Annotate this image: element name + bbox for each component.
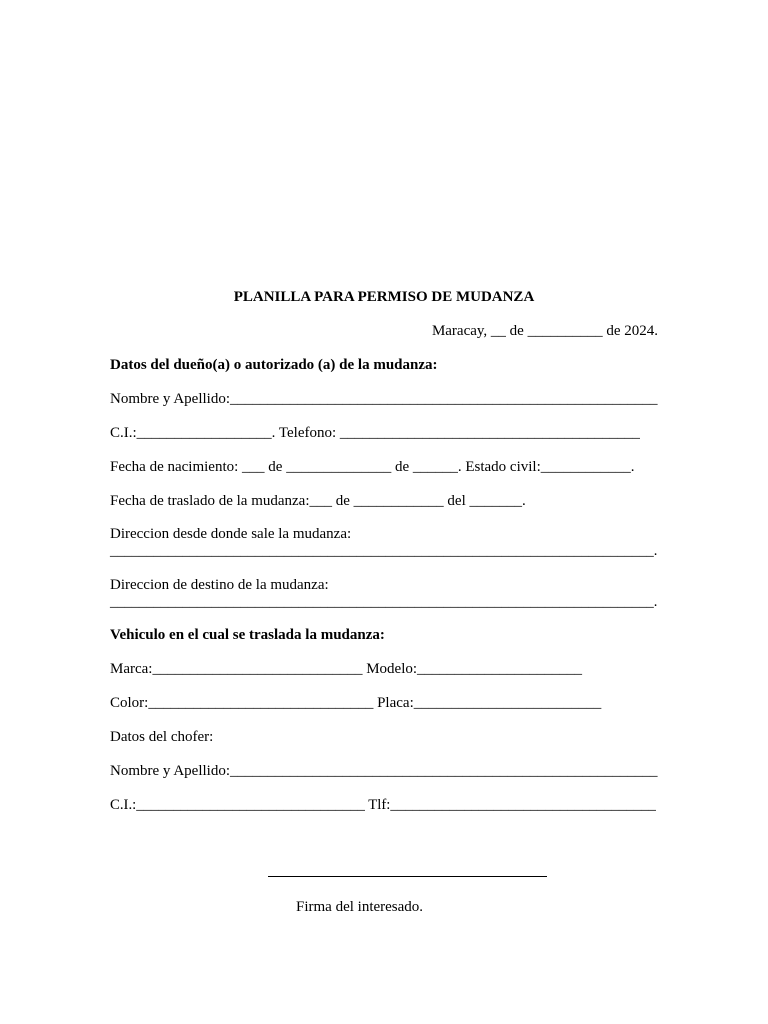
vehicle-brand-model-line: Marca:____________________________ Modelo:______________________ [110,661,583,677]
signature-label: Firma del interesado. [296,899,424,915]
driver-section-label: Datos del chofer: [110,729,214,745]
move-date-line: Fecha de traslado de la mudanza:___ de ____________ del _______. [110,493,526,509]
origin-address-label: Direccion desde donde sale la mudanza: [110,526,352,542]
owner-birth-civil-line: Fecha de nacimiento: ___ de ______________ de ______. Estado civil:____________. [110,459,635,475]
destination-address-blank: ___________________________________________________________________________. [110,594,658,610]
date-line: Maracay, __ de __________ de 2024. [431,323,658,339]
document-title: PLANILLA PARA PERMISO DE MUDANZA [233,289,535,305]
vehicle-color-plate-line: Color:______________________________ Placa:_________________________ [110,695,602,711]
owner-ci-phone-line: C.I.:__________________. Telefono: ________________________________________ [110,425,640,441]
origin-address-blank: ___________________________________________________________________________. [110,543,658,559]
driver-ci-phone-line: C.I.:_______________________________ Tlf:____________________________________ [110,797,656,813]
destination-address-label: Direccion de destino de la mudanza: [110,577,329,593]
owner-section-heading: Datos del dueño(a) o autorizado (a) de la mudanza: [110,357,438,373]
owner-name-line: Nombre y Apellido:_________________________________________________________ [110,391,658,407]
vehicle-section-heading: Vehiculo en el cual se traslada la mudanza: [110,627,385,643]
signature-line [268,876,547,877]
driver-name-line: Nombre y Apellido:_________________________________________________________ [110,763,658,779]
